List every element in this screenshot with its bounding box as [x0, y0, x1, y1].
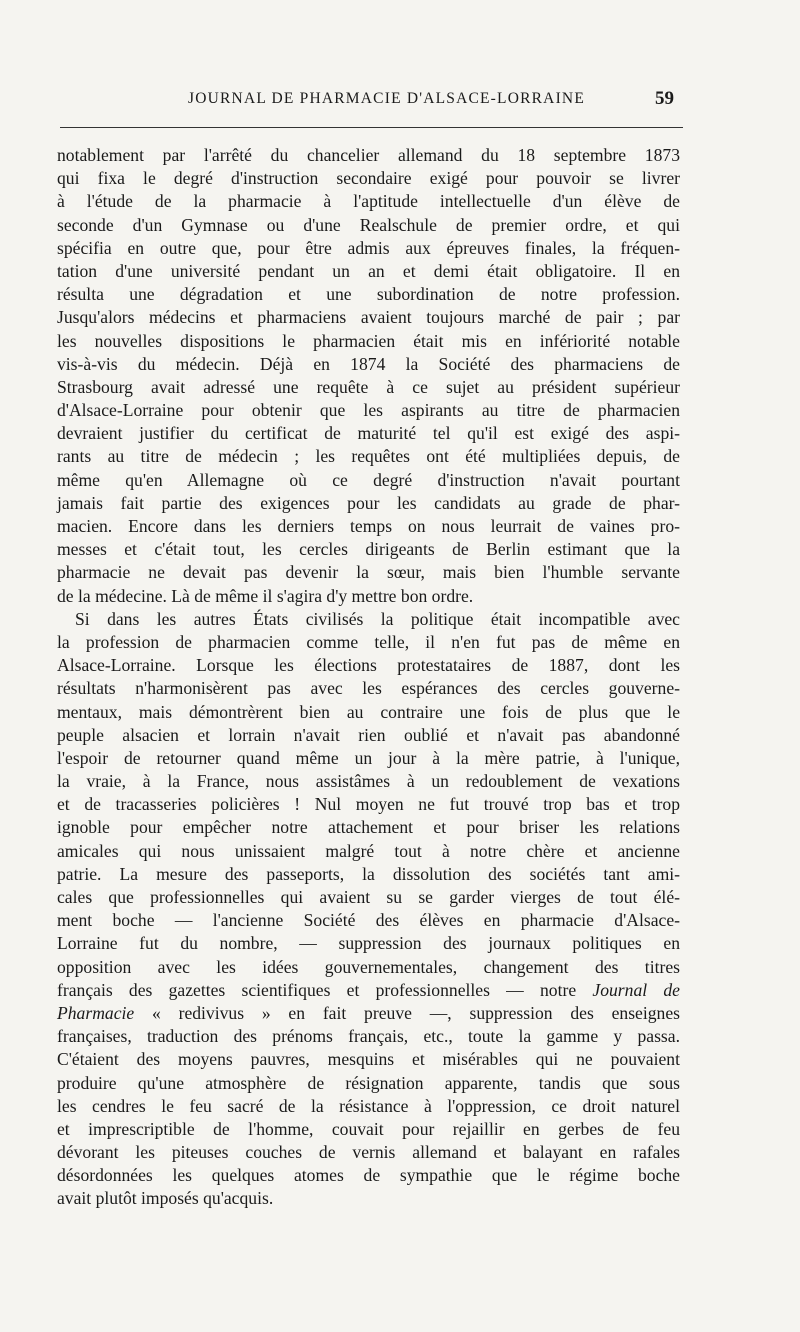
text-line: la profession de pharmacien comme telle, il n'en fut pas de même en [57, 631, 680, 652]
text-line: mentaux, mais démontrèrent bien au contraire une fois de plus que le [57, 701, 680, 722]
text-line: notablement par l'arrêté du chancelier allemand du 18 septembre 1873 [57, 145, 680, 165]
text-line-with-italic [57, 979, 680, 1002]
text-line: avait plutôt imposés qu'acquis. [57, 1188, 274, 1209]
header-rule [60, 127, 683, 128]
journal-title-italic: Journal de [592, 979, 680, 1000]
text-line: à l'étude de la pharmacie à l'aptitude intellectuelle d'un élève de [57, 191, 680, 212]
text-line: résulta une dégradation et une subordination de notre profession. [57, 284, 680, 305]
text-line-with-italic [57, 1002, 680, 1025]
text-line: cales que professionnelles qui avaient su se garder vierges de tout élé- [57, 887, 680, 907]
text-line: rants au titre de médecin ; les requêtes ont été multipliées depuis, de [57, 446, 680, 467]
text-line: seconde d'un Gymnase ou d'une Realschule de premier ordre, et qui [57, 214, 680, 235]
text-line: peuple alsacien et lorrain n'avait rien oublié et n'avait pas abandonné [57, 724, 680, 745]
text-segment: français des gazettes scientifiques et professionnelles — notre [57, 979, 577, 1000]
text-line: dévorant les piteuses couches de vernis allemand et balayant en rafales [57, 1142, 680, 1163]
text-line: patrie. La mesure des passeports, la dissolution des sociétés tant ami- [57, 863, 680, 884]
text-line: Lorraine fut du nombre, — suppression des journaux politiques en [57, 933, 680, 954]
text-line: l'espoir de retourner quand même un jour à la mère patrie, à l'unique, [57, 747, 680, 768]
text-line: devraient justifier du certificat de maturité tel qu'il est exigé des aspi- [57, 423, 680, 444]
text-line: de la médecine. Là de même il s'agira d'y mettre bon ordre. [57, 585, 474, 606]
text-line: Jusqu'alors médecins et pharmaciens avaient toujours marché de pair ; par [57, 307, 680, 328]
text-line: spécifia en outre que, pour être admis aux épreuves finales, la fréquen- [57, 237, 680, 258]
text-line: Si dans les autres États civilisés la politique était incompatible avec [75, 608, 680, 629]
running-head [60, 88, 680, 116]
text-line: même qu'en Allemagne où ce degré d'instruction n'avait pourtant [57, 469, 680, 490]
text-line: les cendres le feu sacré de la résistance à l'oppression, ce droit naturel [57, 1095, 680, 1116]
body-text [57, 144, 680, 1211]
text-line: Strasbourg avait adressé une requête à ce sujet au président supérieur [57, 376, 680, 397]
text-line: qui fixa le degré d'instruction secondaire exigé pour pouvoir se livrer [57, 168, 680, 189]
text-line: amicales qui nous unissaient malgré tout à notre chère et ancienne [57, 840, 680, 861]
text-line: la vraie, à la France, nous assistâmes à un redoublement de vexations [57, 771, 680, 792]
text-line: désordonnées les quelques atomes de sympathie que le régime boche [57, 1165, 680, 1186]
text-line: Alsace-Lorraine. Lorsque les élections protestataires de 1887, dont les [57, 655, 680, 676]
text-line: ignoble pour empêcher notre attachement et pour briser les relations [57, 817, 680, 838]
text-line: d'Alsace-Lorraine pour obtenir que les aspirants au titre de pharmacien [57, 400, 680, 421]
text-line: vis-à-vis du médecin. Déjà en 1874 la Société des pharmaciens de [57, 353, 680, 374]
text-line: ment boche — l'ancienne Société des élèves en pharmacie d'Alsace- [57, 910, 680, 931]
text-line: messes et c'était tout, les cercles dirigeants de Berlin estimant que la [57, 539, 680, 560]
journal-title-italic: Pharmacie [57, 1002, 135, 1023]
text-line: et de tracasseries policières ! Nul moyen ne fut trouvé trop bas et trop [57, 794, 680, 815]
text-line: résultats n'harmonisèrent pas avec les espérances des cercles gouverne- [57, 678, 680, 699]
text-line: pharmacie ne devait pas devenir la sœur, mais bien l'humble servante [57, 562, 680, 583]
text-line: macien. Encore dans les derniers temps on nous leurrait de vaines pro- [57, 516, 680, 536]
text-line: opposition avec les idées gouvernementales, changement des titres [57, 956, 680, 977]
text-line: jamais fait partie des exigences pour les candidats au grade de phar- [57, 492, 680, 513]
text-line: et imprescriptible de l'homme, couvait pour rejaillir en gerbes de feu [57, 1118, 680, 1139]
text-line: produire qu'une atmosphère de résignation apparente, tandis que sous [57, 1072, 680, 1093]
running-title: JOURNAL DE PHARMACIE D'ALSACE-LORRAINE [188, 90, 585, 107]
text-line: françaises, traduction des prénoms français, etc., toute la gamme y passa. [57, 1026, 680, 1047]
text-line: les nouvelles dispositions le pharmacien était mis en infériorité notable [57, 330, 680, 351]
page-number: 59 [655, 88, 674, 109]
text-segment: « redivivus » en fait preuve —, suppression des enseignes [152, 1002, 681, 1023]
text-line: tation d'une université pendant un an et demi était obligatoire. Il en [57, 260, 680, 281]
text-line: C'étaient des moyens pauvres, mesquins et misérables qui ne pouvaient [57, 1049, 680, 1070]
